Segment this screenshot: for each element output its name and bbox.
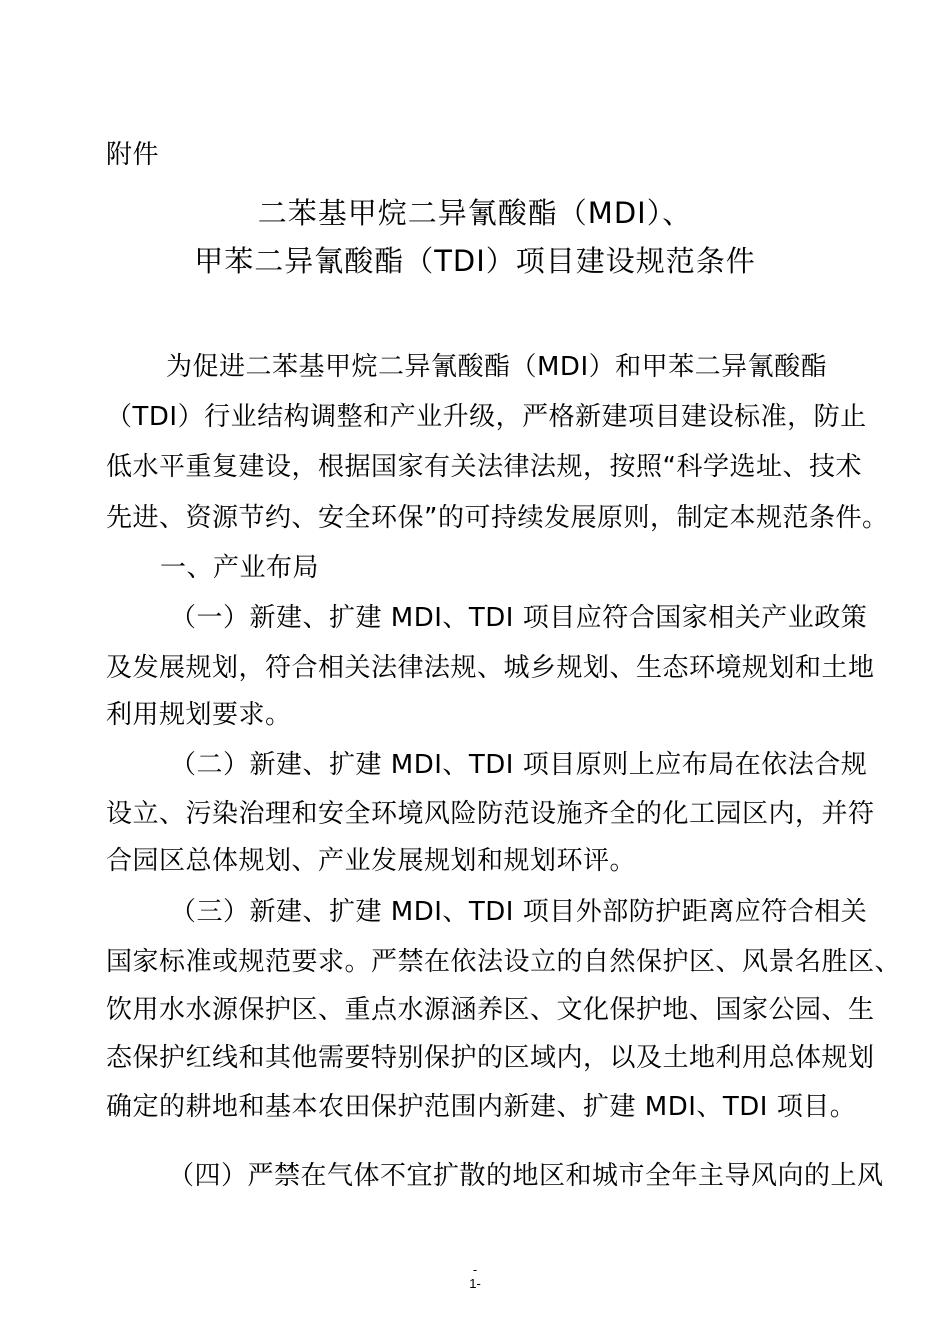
document-title-line-1: 二苯基甲烷二异氰酸酯（MDI）、 bbox=[257, 196, 693, 230]
body-line: 国家标准或规范要求。严禁在依法设立的自然保护区、风景名胜区、 bbox=[106, 947, 902, 977]
body-line: 确定的耕地和基本农田保护范围内新建、扩建 MDI、TDI 项目。 bbox=[106, 1092, 857, 1122]
body-line: （四）严禁在气体不宜扩散的地区和城市全年主导风向的上风 bbox=[168, 1161, 884, 1191]
body-line: 设立、污染治理和安全环境风险防范设施齐全的化工园区内，并符 bbox=[106, 799, 875, 829]
body-line: （三）新建、扩建 MDI、TDI 项目外部防护距离应符合相关 bbox=[170, 897, 868, 927]
footer-dash: - bbox=[472, 1262, 478, 1277]
body-line: 饮用水水源保护区、重点水源涵养区、文化保护地、国家公园、生 bbox=[106, 995, 875, 1025]
body-line: 为促进二苯基甲烷二异氰酸酯（MDI）和甲苯二异氰酸酯 bbox=[166, 352, 828, 382]
body-line: 合园区总体规划、产业发展规划和规划环评。 bbox=[106, 846, 637, 876]
body-line: （二）新建、扩建 MDI、TDI 项目原则上应布局在依法合规 bbox=[170, 750, 868, 780]
body-line: 及发展规划，符合相关法律法规、城乡规划、生态环境规划和土地 bbox=[106, 653, 875, 683]
body-line: （TDI）行业结构调整和产业升级，严格新建项目建设标准，防止 bbox=[106, 402, 867, 432]
document-title-line-2: 甲苯二异氰酸酯（TDI）项目建设规范条件 bbox=[194, 244, 756, 278]
attachment-label: 附件 bbox=[106, 140, 160, 170]
page-number: 1- bbox=[469, 1276, 481, 1291]
body-line: 态保护红线和其他需要特别保护的区域内，以及土地利用总体规划 bbox=[106, 1043, 875, 1073]
body-line: 先进、资源节约、安全环保”的可持续发展原则，制定本规范条件。 bbox=[106, 503, 889, 533]
body-line: （一）新建、扩建 MDI、TDI 项目应符合国家相关产业政策 bbox=[170, 603, 868, 633]
body-line: 利用规划要求。 bbox=[106, 700, 292, 730]
body-line: 低水平重复建设，根据国家有关法律法规，按照“科学选址、技术 bbox=[106, 452, 862, 482]
section-heading: 一、产业布局 bbox=[160, 553, 320, 583]
